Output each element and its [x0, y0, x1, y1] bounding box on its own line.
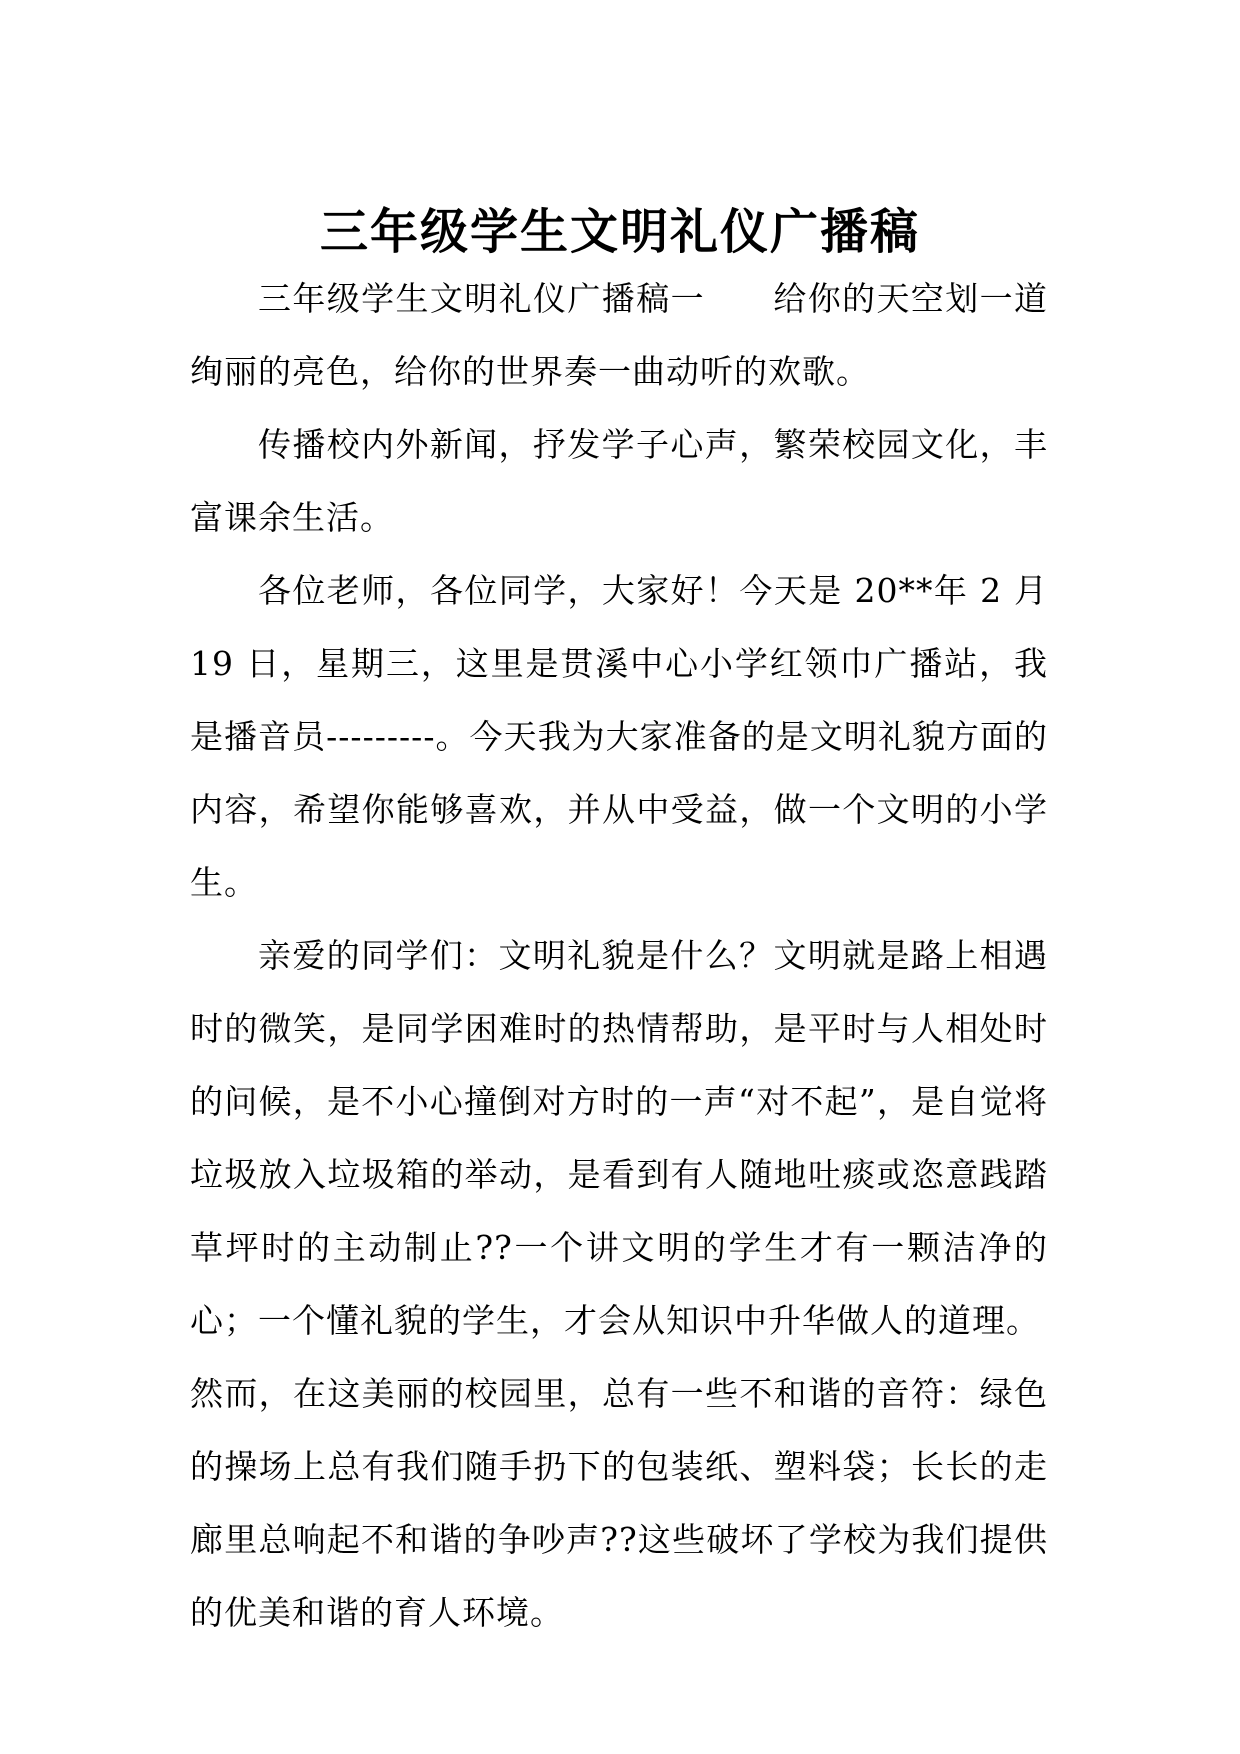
paragraph-what-is-civility: 亲爱的同学们：文明礼貌是什么？文明就是路上相遇时的微笑，是同学困难时的热情帮助，是平时与人相处时的问候，是不小心撞倒对方时的一声“对不起”，是自觉将垃圾放入垃圾箱的举动，是看到有人随地吐痰或恣意践踏草坪时的主动制止??一个讲文明的学生才有一颗洁净的心；一个懂礼貌的学生，才会从知识中升华做人的道理。 [190, 936, 1048, 1340]
paragraph-intro [190, 262, 1048, 408]
paragraph-disharmony: 然而，在这美丽的校园里，总有一些不和谐的音符：绿色的操场上总有我们随手扔下的包装纸、塑料袋；长长的走廊里总响起不和谐的争吵声??这些破坏了学校为我们提供的优美和谐的育人环境。 [190, 1374, 1048, 1632]
paragraph-lead: 三年级学生文明礼仪广播稿一 [258, 279, 705, 318]
document-body [190, 262, 1048, 1649]
paragraph-mission: 传播校内外新闻，抒发学子心声，繁荣校园文化，丰富课余生活。 [190, 425, 1048, 537]
paragraph-greeting: 各位老师，各位同学，大家好！今天是 20**年 2 月 19 日，星期三，这里是贯溪中心小学红领巾广播站，我是播音员---------。今天我为大家准备的是文明礼貌方面的内容，希望你能够喜欢，并从中受益，做一个文明的小学生。 [190, 571, 1048, 902]
page-title: 三年级学生文明礼仪广播稿 [319, 204, 920, 261]
paragraph-text: 给你的天空划一道绚丽的亮色，给你的世界奏一曲动听的欢歌。 [190, 279, 1049, 391]
